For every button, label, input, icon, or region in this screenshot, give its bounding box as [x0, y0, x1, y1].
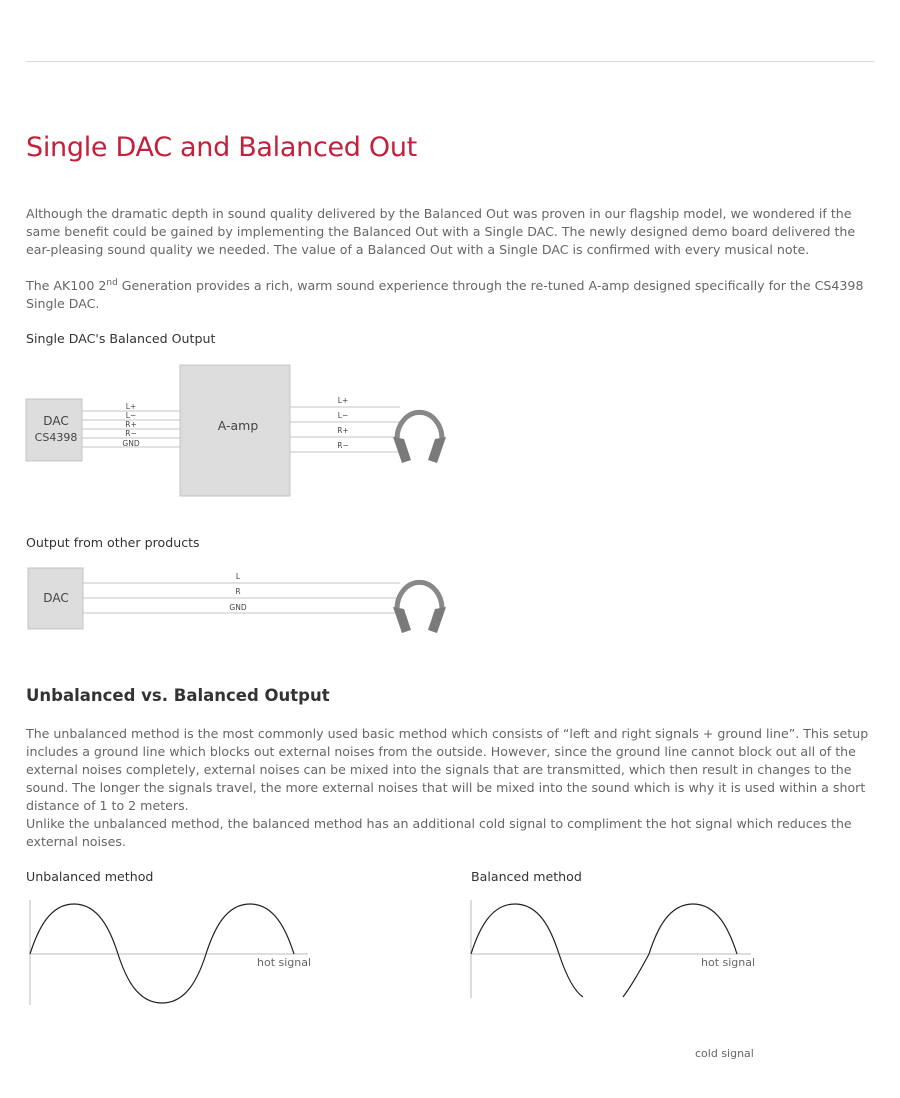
input-label-r-minus: R− — [125, 429, 137, 438]
unbalanced-caption: Unbalanced method — [26, 869, 154, 884]
balanced-hot-signal-wave — [471, 904, 583, 997]
other-label-r: R — [235, 587, 241, 596]
other-products-diagram — [0, 560, 900, 640]
dac-label: DAC — [43, 414, 69, 428]
intro-paragraph-2: The AK100 2nd Generation provides a rich, warm sound experience through the re-tuned A-amp designed specifically for the CS4398 Single DAC. — [26, 278, 864, 311]
balanced-wave-chart — [471, 900, 755, 1060]
input-label-l-minus: L− — [125, 411, 137, 420]
input-label-gnd: GND — [122, 439, 140, 448]
headphones-icon — [393, 582, 446, 633]
output-label-l-plus: L+ — [337, 396, 349, 405]
dac-model-label: CS4398 — [34, 431, 78, 444]
cold-signal-label: cold signal — [695, 1047, 754, 1060]
intro-paragraph: Although the dramatic depth in sound quality delivered by the Balanced Out was proven in our flagship model, we wondered if the same benefit could be gained by implementing the Balanced Out with a Single DAC. The newly designed demo board delivered the ear-pleasing sound quality we needed. The value of a Balanced Out with a Single DAC is confirmed with every musical note. — [26, 206, 856, 257]
balanced-caption: Balanced method — [471, 869, 582, 884]
other-products-caption: Output from other products — [26, 535, 200, 550]
unbalanced-hot-signal-label: hot signal — [257, 956, 312, 969]
amp-label: A-amp — [217, 418, 259, 433]
balanced-description: Unlike the unbalanced method, the balanced method has an additional cold signal to compliment the hot signal which reduces the external noises. — [26, 816, 852, 849]
balanced-cold-signal-wave — [623, 904, 737, 997]
signal-wave-diagrams — [0, 895, 900, 1065]
section-heading: Unbalanced vs. Balanced Output — [26, 686, 330, 705]
input-label-r-plus: R+ — [125, 420, 137, 429]
balanced-hot-signal-label: hot signal — [701, 956, 756, 969]
headphones-icon — [393, 412, 446, 463]
dac-label-other: DAC — [43, 591, 69, 605]
balanced-output-diagram — [0, 355, 900, 505]
page-title: Single DAC and Balanced Out — [26, 132, 417, 163]
top-divider — [26, 61, 874, 62]
output-label-r-minus: R− — [337, 441, 349, 450]
dac-box — [26, 399, 82, 461]
other-label-gnd: GND — [229, 603, 247, 612]
unbalanced-description: The unbalanced method is the most commonly used basic method which consists of “left and right signals + ground line”. This setup includes a ground line which blocks out external noises from the outside. However, since the ground line cannot block out all of the external noises completely, external noises can be mixed into the signals that are transmitted, which then result in changes to the sound. The longer the signals travel, the more external noises that will be mixed into the sound which is why it is used within a short distance of 1 to 2 meters. — [26, 726, 869, 813]
balanced-diagram-caption: Single DAC's Balanced Output — [26, 331, 216, 346]
other-label-l: L — [235, 572, 241, 581]
output-label-r-plus: R+ — [337, 426, 349, 435]
input-label-l-plus: L+ — [125, 402, 137, 411]
superscript-nd: nd — [106, 278, 118, 288]
unbalanced-wave-chart — [30, 900, 311, 1005]
output-label-l-minus: L− — [337, 411, 349, 420]
